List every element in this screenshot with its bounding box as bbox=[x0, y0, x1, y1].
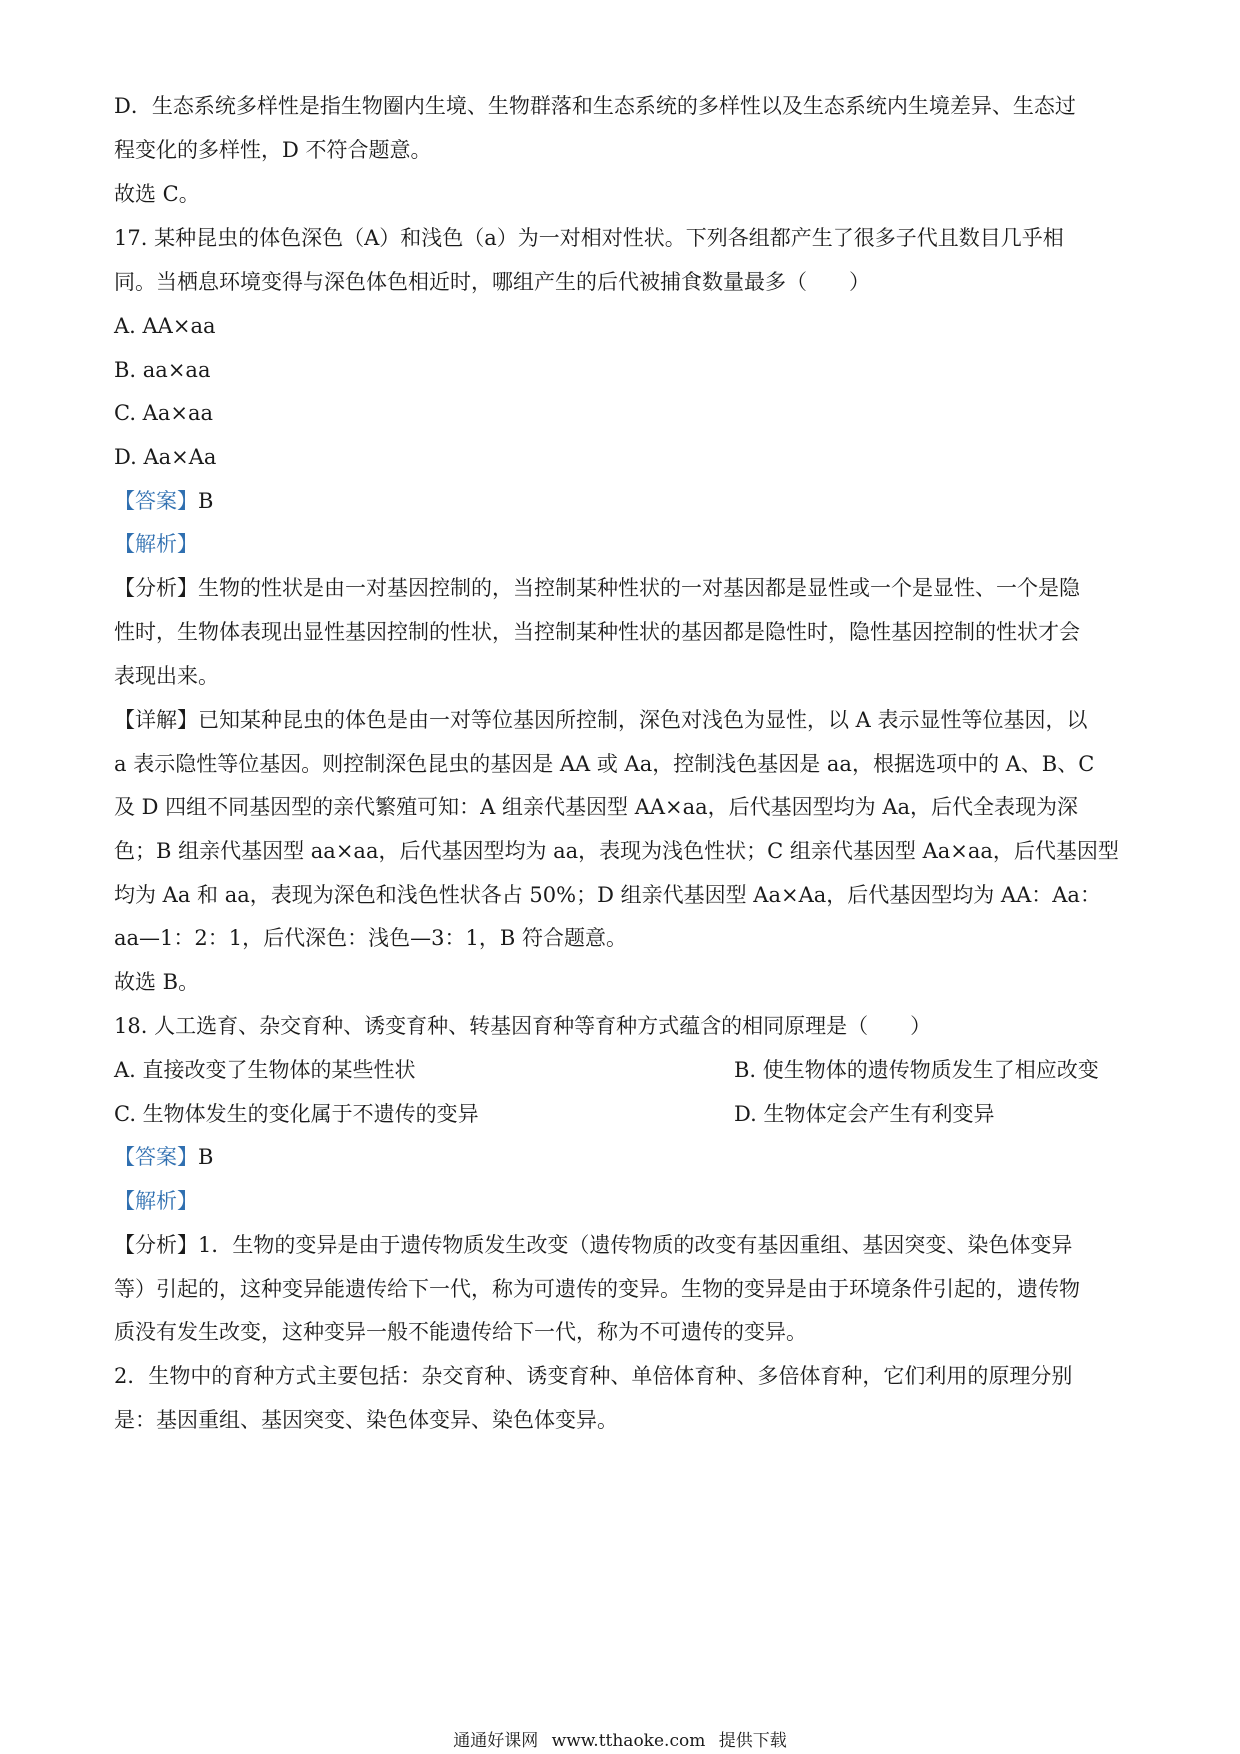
q17-xiangjie-tag: 【详解】 bbox=[114, 708, 198, 732]
q18-answer bbox=[114, 1143, 1124, 1171]
q17-xiangjie-text1: 已知某种昆虫的体色是由一对等位基因所控制，深色对浅色为显性，以 A 表示显性等位基因，以 bbox=[198, 708, 1088, 732]
q18-fenxi-line3: 质没有发生改变，这种变异一般不能遗传给下一代，称为不可遗传的变异。 bbox=[114, 1320, 807, 1344]
q18-fenxi-tag: 【分析】 bbox=[114, 1233, 198, 1257]
q17-stem-line1: 17. 某种昆虫的体色深色（A）和浅色（a）为一对相对性状。下列各组都产生了很多子代且数目几乎相 bbox=[114, 226, 1064, 250]
q18-stem: 18. 人工选育、杂交育种、诱变育种、转基因育种等育种方式蕴含的相同原理是（ ） bbox=[114, 1014, 932, 1038]
q17-xiangjie-line5: 均为 Aa 和 aa，表现为深色和浅色性状各占 50%；D 组亲代基因型 Aa×Aa，后代基因型均为 AA：Aa： bbox=[114, 883, 1101, 907]
q17-conclusion: 故选 B。 bbox=[114, 970, 200, 994]
q17-option-a: A. AA×aa bbox=[114, 314, 216, 338]
q18-option-c: C. 生物体发生的变化属于不遗传的变异 bbox=[114, 1102, 479, 1126]
q17-fenxi-line3: 表现出来。 bbox=[114, 664, 219, 688]
q17-fenxi-tag: 【分析】 bbox=[114, 576, 198, 600]
q18-fenxi-text1: 1．生物的变异是由于遗传物质发生改变（遗传物质的改变有基因重组、基因突变、染色体变异 bbox=[198, 1233, 1073, 1257]
q18-answer-value: B bbox=[198, 1145, 214, 1169]
q17-stem-line2: 同。当栖息环境变得与深色体色相近时，哪组产生的后代被捕食数量最多（ ） bbox=[114, 270, 870, 294]
q17-fenxi-line1 bbox=[114, 574, 1124, 602]
footer-suffix: 提供下载 bbox=[718, 1731, 787, 1751]
q18-options-row2 bbox=[114, 1100, 1124, 1128]
q17-xiangjie-line4: 色；B 组亲代基因型 aa×aa，后代基因型均为 aa，表现为浅色性状；C 组亲代基因型 Aa×aa，后代基因型 bbox=[114, 839, 1119, 863]
q17-answer-tag: 【答案】 bbox=[114, 489, 198, 513]
q18-answer-tag: 【答案】 bbox=[114, 1145, 198, 1169]
q16-conclusion: 故选 C。 bbox=[114, 182, 200, 206]
q16-option-d-line2: 程变化的多样性，D 不符合题意。 bbox=[114, 138, 432, 162]
q16-option-d-line1: D．生态系统多样性是指生物圈内生境、生物群落和生态系统的多样性以及生态系统内生境差异、生态过 bbox=[114, 94, 1076, 118]
q17-option-b: B. aa×aa bbox=[114, 358, 211, 382]
q17-analysis-tag: 【解析】 bbox=[114, 532, 198, 556]
q18-fenxi-line1 bbox=[114, 1231, 1124, 1259]
q18-option-b: B. 使生物体的遗传物质发生了相应改变 bbox=[734, 1058, 1099, 1082]
q18-point2-line2: 是：基因重组、基因突变、染色体变异、染色体变异。 bbox=[114, 1408, 618, 1432]
q17-xiangjie-line1 bbox=[114, 706, 1124, 734]
q18-option-d: D. 生物体定会产生有利变异 bbox=[734, 1102, 995, 1126]
q17-fenxi-text1: 生物的性状是由一对基因控制的，当控制某种性状的一对基因都是显性或一个是显性、一个是隐 bbox=[198, 576, 1080, 600]
q17-xiangjie-line2: a 表示隐性等位基因。则控制深色昆虫的基因是 AA 或 Aa，控制浅色基因是 aa，根据选项中的 A、B、C bbox=[114, 752, 1095, 776]
q18-point2-line1: 2．生物中的育种方式主要包括：杂交育种、诱变育种、单倍体育种、多倍体育种，它们利用的原理分别 bbox=[114, 1364, 1073, 1388]
q18-options-row1 bbox=[114, 1056, 1124, 1084]
q17-fenxi-line2: 性时，生物体表现出显性基因控制的性状，当控制某种性状的基因都是隐性时，隐性基因控制的性状才会 bbox=[114, 620, 1080, 644]
q17-analysis-heading bbox=[114, 530, 1124, 558]
q17-option-d: D. Aa×Aa bbox=[114, 445, 217, 469]
q18-analysis-tag: 【解析】 bbox=[114, 1189, 198, 1213]
footer-url[interactable]: www.tthaoke.com bbox=[551, 1731, 706, 1751]
q17-xiangjie-line3: 及 D 四组不同基因型的亲代繁殖可知：A 组亲代基因型 AA×aa，后代基因型均为 Aa，后代全表现为深 bbox=[114, 795, 1079, 819]
q17-xiangjie-line6: aa—1：2：1，后代深色：浅色—3：1，B 符合题意。 bbox=[114, 926, 627, 950]
q18-option-a: A. 直接改变了生物体的某些性状 bbox=[114, 1058, 416, 1082]
q17-answer-value: B bbox=[198, 489, 214, 513]
q17-answer bbox=[114, 487, 1124, 515]
q18-analysis-heading bbox=[114, 1187, 1124, 1215]
footer bbox=[0, 1726, 1240, 1751]
footer-site-name: 通通好课网 bbox=[453, 1731, 539, 1751]
q18-fenxi-line2: 等）引起的，这种变异能遗传给下一代，称为可遗传的变异。生物的变异是由于环境条件引起的，遗传物 bbox=[114, 1277, 1080, 1301]
q17-option-c: C. Aa×aa bbox=[114, 401, 213, 425]
